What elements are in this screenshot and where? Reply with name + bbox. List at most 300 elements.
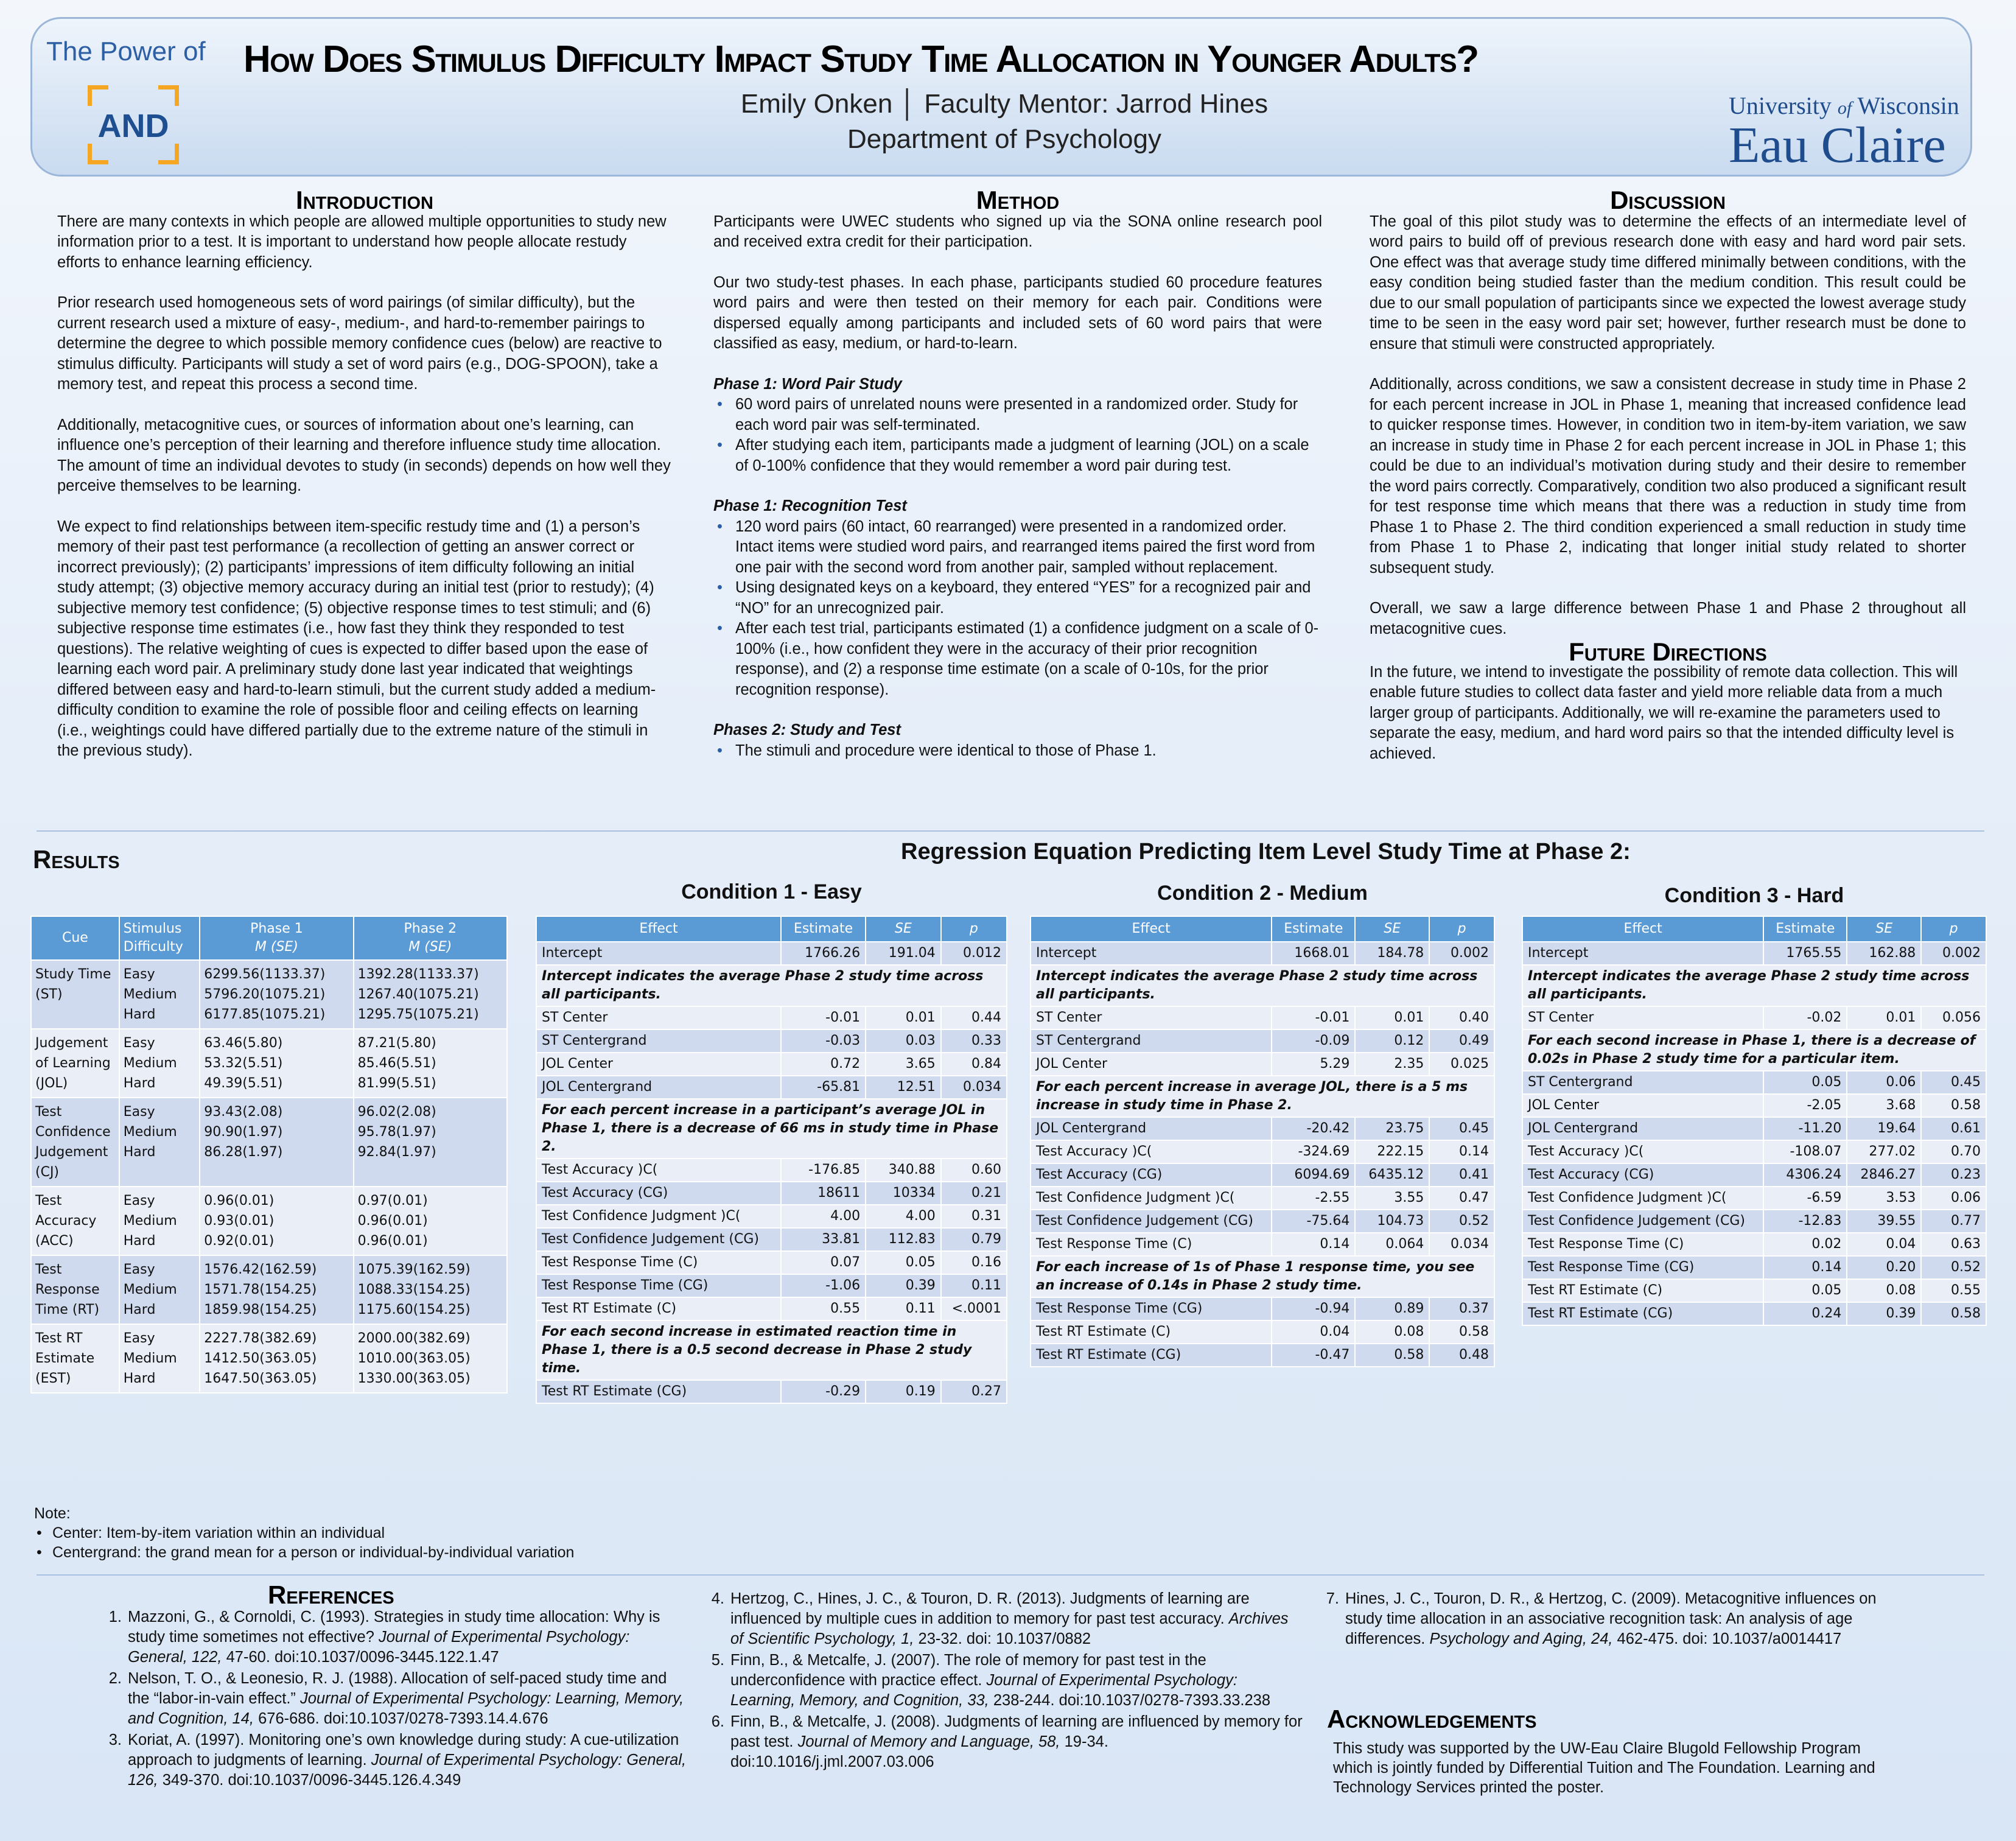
references-heading: References	[268, 1580, 394, 1609]
discussion-heading: Discussion	[1610, 186, 1726, 214]
reference-journal: Journal of Memory and Language, 58,	[797, 1733, 1060, 1750]
table-cell: Test RT Estimate (C)	[1522, 1279, 1763, 1302]
table-cell: 4.00	[866, 1205, 941, 1228]
table-header: Effect	[1522, 916, 1763, 942]
table-row	[1031, 1140, 1494, 1163]
table-row	[536, 1182, 1007, 1205]
table-row	[536, 1205, 1007, 1228]
table-cell: 0.11	[941, 1274, 1007, 1297]
table-cell: 0.58	[1921, 1094, 1986, 1117]
condition2-title: Condition 2 - Medium	[1157, 882, 1368, 905]
table-row	[31, 1029, 507, 1098]
table-note-row	[1031, 965, 1494, 1006]
table-cell: Test Accuracy (CG)	[536, 1182, 781, 1205]
acknowledgements-text: This study was supported by the UW-Eau Claire Blugold Fellowship Program which is jointly funded by Differential Tuition and The Foundation. Learning and Technology Services printed the poster.	[1333, 1740, 1875, 1796]
table-header: Estimate	[1763, 916, 1847, 942]
table-cell: 19.64	[1847, 1117, 1921, 1140]
reference-item	[91, 1669, 688, 1729]
regression-note: For each percent increase in average JOL, there is a 5 ms increase in study time in Phase 2.	[1031, 1076, 1494, 1117]
table-cell: 0.16	[941, 1251, 1007, 1274]
table-cell: 0.60	[941, 1159, 1007, 1182]
list-item: • 120 word pairs (60 intact, 60 rearranged) were presented in a randomized order. Intact items were studied word pairs, and rearranged items paired the first word from one pair with the second word from another pair, sampled without replacement.	[713, 517, 1322, 578]
table-cell: Intercept	[1031, 942, 1272, 965]
reference-authors: Mazzoni, G., & Cornoldi, C. (1993). Strategies in study time allocation: Why is study time sometimes not effective?	[128, 1608, 660, 1646]
table-cell: Easy Medium Hard	[119, 1098, 200, 1187]
phase1-title: Phase 1: Word Pair Study	[713, 375, 902, 393]
table-cell: 0.58	[1921, 1302, 1986, 1325]
table-row	[1031, 1117, 1494, 1140]
method-section	[713, 186, 1322, 761]
table-cell: Judgement of Learning (JOL)	[31, 1029, 119, 1098]
table-row	[1522, 1302, 1986, 1325]
table-cell: 0.39	[866, 1274, 941, 1297]
table-row	[536, 1297, 1007, 1320]
table-cell: -0.94	[1272, 1297, 1355, 1320]
table-cell: 0.31	[941, 1205, 1007, 1228]
table-cell: -108.07	[1763, 1140, 1847, 1163]
table-cell: 0.012	[941, 942, 1007, 965]
table-row	[31, 960, 507, 1029]
table-cell: 112.83	[866, 1228, 941, 1251]
table-cell: 0.63	[1921, 1233, 1986, 1256]
table-cell: 277.02	[1847, 1140, 1921, 1163]
table-header: SE	[866, 916, 941, 942]
table-cell: ST Centergrand	[1522, 1071, 1763, 1094]
table-cell: -0.03	[781, 1029, 866, 1053]
table-cell: JOL Center	[1522, 1094, 1763, 1117]
poster-department: Department of Psychology	[847, 124, 1162, 154]
logo-left-text: The Power of	[46, 37, 206, 66]
table-header: p	[1921, 916, 1986, 942]
results-heading: Results	[33, 845, 120, 874]
table-cell: -0.02	[1763, 1006, 1847, 1029]
table-cell: 1766.26	[781, 942, 866, 965]
table-cell: 0.84	[941, 1053, 1007, 1076]
table-row	[31, 1098, 507, 1187]
note-item: • Center: Item-by-item variation within an individual	[34, 1523, 765, 1543]
reference-journal: Archives of Scientific Psychology, 1,	[730, 1610, 1289, 1647]
table-cell: 6094.69	[1272, 1163, 1355, 1187]
phase2-subheader: M (SE)	[408, 939, 452, 955]
table-cell: JOL Centergrand	[536, 1076, 781, 1099]
table-row	[1522, 1233, 1986, 1256]
reference-item	[694, 1589, 1303, 1649]
table-cell: 0.01	[1847, 1006, 1921, 1029]
list-item: • The stimuli and procedure were identical to those of Phase 1.	[713, 741, 1322, 762]
table-row	[1522, 1163, 1986, 1187]
table-cell: 93.43(2.08) 90.90(1.97) 86.28(1.97)	[200, 1098, 353, 1187]
list-item: • 60 word pairs of unrelated nouns were presented in a randomized order. Study for each word pair was self-terminated.	[713, 394, 1322, 435]
table-cell: 0.20	[1847, 1256, 1921, 1279]
table-cell: 63.46(5.80) 53.32(5.51) 49.39(5.51)	[200, 1029, 353, 1098]
table-cell: 0.05	[866, 1251, 941, 1274]
table-cell: Test Response Time (CG)	[1522, 1256, 1763, 1279]
phase1-list	[713, 394, 1322, 476]
reference-journal: Journal of Experimental Psychology: General, 122,	[128, 1629, 630, 1666]
table-cell: -0.01	[781, 1006, 866, 1029]
table-cell: 0.03	[866, 1029, 941, 1053]
table-cell: Study Time (ST)	[31, 960, 119, 1029]
table-cell: Test Accuracy (CG)	[1031, 1163, 1272, 1187]
table-cell: Easy Medium Hard	[119, 1324, 200, 1393]
table-header: p	[941, 916, 1007, 942]
table-row	[536, 1228, 1007, 1251]
table-row	[1031, 1053, 1494, 1076]
reference-journal: Journal of Experimental Psychology: Learning, Memory, and Cognition, 14,	[128, 1690, 684, 1727]
table-cell: 4306.24	[1763, 1163, 1847, 1187]
table-cell: 3.68	[1847, 1094, 1921, 1117]
descriptive-stats-table	[30, 916, 508, 1394]
regression-note: For each second increase in Phase 1, there is a decrease of 0.02s in Phase 2 study time for a particular item.	[1522, 1029, 1986, 1071]
table-cell: 1765.55	[1763, 942, 1847, 965]
table-cell: 87.21(5.80) 85.46(5.51) 81.99(5.51)	[354, 1029, 507, 1098]
table-row	[1522, 1140, 1986, 1163]
reference-item	[1309, 1589, 1917, 1649]
table-cell: 0.23	[1921, 1163, 1986, 1187]
table-cell: 0.72	[781, 1053, 866, 1076]
table-row	[536, 1274, 1007, 1297]
table-cell: 0.39	[1847, 1302, 1921, 1325]
table-row	[1031, 1029, 1494, 1053]
table-cell: 0.55	[1921, 1279, 1986, 1302]
table-cell: Test Response Time (C)	[1522, 1233, 1763, 1256]
table-cell: Test Confidence Judgement (CG)	[536, 1228, 781, 1251]
discussion-section	[1370, 186, 1966, 784]
reference-authors: Nelson, T. O., & Leonesio, R. J. (1988). Allocation of self-paced study time and the “labor-in-vain effect.”	[128, 1670, 667, 1707]
table-cell: 0.002	[1429, 942, 1494, 965]
table-cell: -65.81	[781, 1076, 866, 1099]
reference-journal: Psychology and Aging, 24,	[1429, 1630, 1613, 1647]
table-cell: 0.01	[1355, 1006, 1429, 1029]
table-note-row	[536, 1320, 1007, 1380]
table-row	[536, 1053, 1007, 1076]
table-cell: 0.89	[1355, 1297, 1429, 1320]
table-header: Effect	[1031, 916, 1272, 942]
table-cell: Test Response Time (RT)	[31, 1255, 119, 1324]
introduction-section	[57, 186, 672, 782]
table-header: SE	[1847, 916, 1921, 942]
section-divider	[37, 830, 1984, 832]
table-cell: <.0001	[941, 1297, 1007, 1320]
table-row	[1522, 1279, 1986, 1302]
phase2-title: Phases 2: Study and Test	[713, 721, 901, 738]
table-cell: Test RT Estimate (CG)	[1522, 1302, 1763, 1325]
table-row	[31, 1324, 507, 1393]
table-cell: 0.48	[1429, 1344, 1494, 1367]
table-cell: -1.06	[781, 1274, 866, 1297]
reference-item	[694, 1712, 1303, 1772]
table-cell: 1392.28(1133.37) 1267.40(1075.21) 1295.75(1075.21)	[354, 960, 507, 1029]
table-cell: -2.55	[1272, 1187, 1355, 1210]
table-cell: Easy Medium Hard	[119, 1187, 200, 1255]
table-cell: 0.064	[1355, 1233, 1429, 1256]
table-row	[1031, 1006, 1494, 1029]
table-row	[536, 1380, 1007, 1403]
method-paragraph-2: Our two study-test phases. In each phase, participants studied 60 procedure features word pairs and were then tested on their memory for each pair. Conditions were dispersed equally among participants and included sets of 60 word pairs that were classified as easy, medium, or hard-to-learn.	[713, 273, 1322, 352]
table-cell: 5.29	[1272, 1053, 1355, 1076]
table-cell: 0.01	[866, 1006, 941, 1029]
table-cell: Test RT Estimate (C)	[1031, 1320, 1272, 1344]
regression-note: For each increase of 1s of Phase 1 response time, you see an increase of 0.14s in Phase 2 study time.	[1031, 1256, 1494, 1297]
table-note-row	[1522, 1029, 1986, 1071]
table-cell: JOL Center	[536, 1053, 781, 1076]
condition3-title: Condition 3 - Hard	[1664, 884, 1844, 907]
regression-note: For each percent increase in a participant’s average JOL in Phase 1, there is a decrease of 66 ms in study time in Phase 2.	[536, 1099, 1007, 1159]
table-cell: 184.78	[1355, 942, 1429, 965]
regression-note: For each second increase in estimated reaction time in Phase 1, there is a 0.5 second decrease in Phase 2 study time.	[536, 1320, 1007, 1380]
table-cell: Test Response Time (CG)	[1031, 1297, 1272, 1320]
reference-authors: Finn, B., & Metcalfe, J. (2008). Judgments of learning are influenced by memory for past test.	[730, 1713, 1303, 1750]
reference-pages: 47-60. doi:10.1037/0096-3445.122.1.47	[222, 1649, 499, 1666]
poster-title: How Does Stimulus Difficulty Impact Study Time Allocation in Younger Adults?	[243, 38, 1479, 80]
table-cell: 0.05	[1763, 1279, 1847, 1302]
table-cell: 1075.39(162.59) 1088.33(154.25) 1175.60(154.25)	[354, 1255, 507, 1324]
table-cell: 0.002	[1921, 942, 1986, 965]
table-row	[1522, 1210, 1986, 1233]
table-cell: 191.04	[866, 942, 941, 965]
table-cell: 0.056	[1921, 1006, 1986, 1029]
table-row	[1522, 942, 1986, 965]
list-item: • After each test trial, participants estimated (1) a confidence judgment on a scale of 0-100% (i.e., how confident they were in the accuracy of their prior recognition response), and (2) a response time estimate (on a scale of 0-10s, for the prior recognition response).	[713, 619, 1322, 700]
reference-item	[91, 1607, 688, 1667]
table-header: SE	[1355, 916, 1429, 942]
table-row	[536, 1159, 1007, 1182]
table-cell: 39.55	[1847, 1210, 1921, 1233]
reference-number: 3.	[108, 1731, 122, 1748]
table-cell: -2.05	[1763, 1094, 1847, 1117]
table-cell: 0.02	[1763, 1233, 1847, 1256]
table-cell: 0.06	[1847, 1071, 1921, 1094]
table-cell: JOL Centergrand	[1031, 1117, 1272, 1140]
reference-pages: 23-32. doi: 10.1037/0882	[914, 1630, 1091, 1647]
table-notes	[34, 1504, 765, 1562]
table-cell: 0.45	[1921, 1071, 1986, 1094]
intro-paragraph-3: Additionally, metacognitive cues, or sources of information about one’s learning, can influence one’s perception of their learning and therefore influence study time allocation. The amount of time an individual devotes to study (in seconds) depends on how well they perceive themselves to be learning.	[57, 416, 671, 494]
note-item: • Centergrand: the grand mean for a person or individual-by-individual variation	[34, 1543, 765, 1562]
table-cell: Test Confidence Judgement (CG)	[1522, 1210, 1763, 1233]
reference-number: 2.	[108, 1670, 122, 1687]
table-row	[1031, 1344, 1494, 1367]
intro-paragraph-2: Prior research used homogeneous sets of word pairings (of similar difficulty), but the current research used a mixture of easy-, medium-, and hard-to-remember pairings to determine the degree to which possible memory confidence cues (below) are reactive to stimulus difficulty. Participants will study a set of word pairs (e.g., DOG-SPOON), take a memory test, and repeat this process a second time.	[57, 294, 662, 393]
regression-table-easy	[536, 916, 1007, 1404]
table-cell: Test Accuracy )C(	[536, 1159, 781, 1182]
table-note-row	[536, 1099, 1007, 1159]
table-cell: 2000.00(382.69) 1010.00(363.05) 1330.00(363.05)	[354, 1324, 507, 1393]
reference-journal: Journal of Experimental Psychology: General, 126,	[128, 1752, 687, 1789]
introduction-heading: Introduction	[296, 186, 433, 214]
table-cell: 1668.01	[1272, 942, 1355, 965]
table-cell: -0.01	[1272, 1006, 1355, 1029]
uwec-logo-text-of: of	[1837, 98, 1852, 118]
reference-item	[694, 1650, 1303, 1711]
table-note-row	[1031, 1076, 1494, 1117]
table-cell: Easy Medium Hard	[119, 1255, 200, 1324]
reference-pages: 462-475. doi: 10.1037/a0014417	[1612, 1630, 1842, 1647]
table-cell: 33.81	[781, 1228, 866, 1251]
note-title: Note:	[34, 1505, 71, 1522]
table-cell: Easy Medium Hard	[119, 1029, 200, 1098]
reference-pages: 238-244. doi:10.1037/0278-7393.33.238	[989, 1692, 1271, 1709]
regression-table-medium	[1030, 916, 1495, 1367]
table-row	[1522, 1071, 1986, 1094]
table-header: Estimate	[1272, 916, 1355, 942]
table-cell: -20.42	[1272, 1117, 1355, 1140]
table-header: Stimulus Difficulty	[119, 916, 200, 960]
list-item: • Using designated keys on a keyboard, they entered “YES” for a recognized pair and “NO” for an unrecognized pair.	[713, 578, 1322, 619]
reference-number: 6.	[711, 1713, 724, 1730]
reference-number: 7.	[1326, 1590, 1339, 1607]
table-cell: 12.51	[866, 1076, 941, 1099]
table-cell: 0.52	[1429, 1210, 1494, 1233]
table-cell: -6.59	[1763, 1187, 1847, 1210]
table-cell: ST Center	[1031, 1006, 1272, 1029]
table-row	[536, 1029, 1007, 1053]
table-row	[1522, 1006, 1986, 1029]
list-item: • After studying each item, participants made a judgment of learning (JOL) on a scale of 0-100% confidence that they would remember a word pair during test.	[713, 435, 1322, 476]
table-cell: Intercept	[1522, 942, 1763, 965]
reference-authors: Hertzog, C., Hines, J. C., & Touron, D. R. (2013). Judgments of learning are influenced by multiple cues in addition to memory for past test accuracy.	[730, 1590, 1250, 1627]
regression-title: Regression Equation Predicting Item Level Study Time at Phase 2:	[901, 839, 1631, 864]
table-cell: 0.33	[941, 1029, 1007, 1053]
table-note-row	[1522, 965, 1986, 1006]
table-cell: 10334	[866, 1182, 941, 1205]
discussion-paragraph-1: The goal of this pilot study was to determine the effects of an intermediate level of word pairs to build off of previous research done with easy and hard word pair sets. One effect was that average study time differed minimally between conditions, with the easy condition being studied faster than the medium condition. This result could be due to our small population of participants since we expected the lowest average study time to be seen in the easy word pair set; however, further research must be done to ensure that stimuli were constructed appropriately.	[1370, 212, 1966, 352]
table-cell: Test RT Estimate (CG)	[536, 1380, 781, 1403]
discussion-paragraph-3: Overall, we saw a large difference between Phase 1 and Phase 2 throughout all metacognitive cues.	[1370, 600, 1966, 637]
table-cell: 0.14	[1763, 1256, 1847, 1279]
intro-paragraph-1: There are many contexts in which people are allowed multiple opportunities to study new information prior to a test. It is important to understand how people allocate restudy efforts to enhance learning efficiency.	[57, 212, 667, 271]
table-cell: 0.08	[1847, 1279, 1921, 1302]
table-cell: 0.04	[1272, 1320, 1355, 1344]
table-cell: Test Accuracy (CG)	[1522, 1163, 1763, 1187]
table-cell: 6299.56(1133.37) 5796.20(1075.21) 6177.85(1075.21)	[200, 960, 353, 1029]
table-cell: 0.07	[781, 1251, 866, 1274]
table-cell: 104.73	[1355, 1210, 1429, 1233]
table-row	[1031, 1320, 1494, 1344]
table-cell: 0.52	[1921, 1256, 1986, 1279]
intro-paragraph-4: We expect to find relationships between item-specific restudy time and (1) a person’s memory of their past test performance (a recollection of getting an answer correct or incorrect previously); (2) participants’ impressions of item difficulty following an initial study attempt; (3) objective memory accuracy during an initial test (prior to restudy); (4) subjective memory test confidence; (5) objective response times to test stimuli; and (6) subjective response time estimates (i.e., how fast they think they responded to test questions). The relative weighting of cues is expected to differ based upon the ease of learning each word pair. A preliminary study done last year indicated that weightings differed between easy and hard-to-learn stimuli, but the current study added a medium-difficulty condition to examine the role of possible floor and ceiling effects on learning (i.e., weightings could have differed partially due to the extreme nature of the stimuli in the previous study).	[57, 517, 656, 759]
discussion-paragraph-2: Additionally, across conditions, we saw a consistent decrease in study time in Phase 2 for each percent increase in JOL in Phase 1, meaning that increased confidence lead to quicker response times. However, in condition two in item-by-item variation, we saw an increase in study time in Phase 2 for each percent increase in JOL in Phase 1; this could be due to an individual’s motivation during study and their desire to remember the word pairs correctly. Comparatively, condition two also produced a significant result for test response time which means that there was a reduction in study time from Phase 1 to Phase 2. The third condition experienced a small reduction in study time from Phase 1 to Phase 2, indicating that longer initial study related to shorter subsequent study.	[1370, 376, 1966, 577]
table-cell: JOL Center	[1031, 1053, 1272, 1076]
table-cell: 18611	[781, 1182, 866, 1205]
table-header	[200, 916, 353, 960]
table-note-row	[536, 965, 1007, 1006]
table-cell: 0.79	[941, 1228, 1007, 1251]
table-cell: 0.034	[941, 1076, 1007, 1099]
table-header: p	[1429, 916, 1494, 942]
table-cell: 162.88	[1847, 942, 1921, 965]
phase1-header: Phase 1	[250, 921, 303, 936]
table-cell: 0.08	[1355, 1320, 1429, 1344]
table-cell: 0.61	[1921, 1117, 1986, 1140]
table-cell: 0.11	[866, 1297, 941, 1320]
table-cell: 0.025	[1429, 1053, 1494, 1076]
table-cell: 6435.12	[1355, 1163, 1429, 1187]
regression-note: Intercept indicates the average Phase 2 study time across all participants.	[536, 965, 1007, 1006]
phase1b-title: Phase 1: Recognition Test	[713, 497, 907, 514]
table-cell: 0.44	[941, 1006, 1007, 1029]
reference-authors: Hines, J. C., Touron, D. R., & Hertzog, C. (2009). Metacognitive influences on study time allocation in an associative recognition task: An analysis of age differences.	[1345, 1590, 1877, 1647]
table-cell: 2.35	[1355, 1053, 1429, 1076]
reference-pages: 19-34. doi:10.1016/j.jml.2007.03.006	[730, 1733, 1108, 1770]
table-cell: 0.96(0.01) 0.93(0.01) 0.92(0.01)	[200, 1187, 353, 1255]
method-paragraph-1: Participants were UWEC students who signed up via the SONA online research pool and received extra credit for their participation.	[713, 212, 1322, 250]
table-row	[31, 1255, 507, 1324]
logo-and-text: AND	[97, 108, 169, 144]
reference-authors: Koriat, A. (1997). Monitoring one’s own knowledge during study: A cue-utilization approach to judgments of learning.	[128, 1731, 679, 1769]
table-row	[536, 942, 1007, 965]
table-header	[354, 916, 507, 960]
table-cell: Test Confidence Judgement (CG)	[1031, 1210, 1272, 1233]
table-cell: 0.21	[941, 1182, 1007, 1205]
uwec-logo-text-a: University	[1729, 92, 1838, 119]
table-cell: Test RT Estimate (C)	[536, 1297, 781, 1320]
references-list-2	[694, 1589, 1303, 1773]
table-cell: -11.20	[1763, 1117, 1847, 1140]
table-cell: -75.64	[1272, 1210, 1355, 1233]
table-cell: 0.49	[1429, 1029, 1494, 1053]
table-row	[1522, 1094, 1986, 1117]
phase1b-list	[713, 517, 1322, 701]
table-cell: Test Accuracy )C(	[1522, 1140, 1763, 1163]
table-cell: 4.00	[781, 1205, 866, 1228]
table-row	[536, 1006, 1007, 1029]
table-cell: 23.75	[1355, 1117, 1429, 1140]
table-cell: -0.29	[781, 1380, 866, 1403]
reference-authors: Finn, B., & Metcalfe, J. (2007). The role of memory for past test in the underconfidence with practice effect.	[730, 1652, 1206, 1689]
reference-journal: Journal of Experimental Psychology: Learning, Memory, and Cognition, 33,	[730, 1672, 1237, 1709]
table-row	[1031, 1163, 1494, 1187]
table-cell: Easy Medium Hard	[119, 960, 200, 1029]
table-cell: 3.65	[866, 1053, 941, 1076]
table-cell: 2227.78(382.69) 1412.50(363.05) 1647.50(363.05)	[200, 1324, 353, 1393]
table-row	[536, 1076, 1007, 1099]
table-cell: 0.55	[781, 1297, 866, 1320]
table-row	[1031, 1210, 1494, 1233]
table-cell: Test Confidence Judgement (CJ)	[31, 1098, 119, 1187]
table-cell: Test RT Estimate (EST)	[31, 1324, 119, 1393]
table-cell: 0.14	[1272, 1233, 1355, 1256]
uwec-logo-text-c: Wisconsin	[1852, 92, 1959, 119]
phase2-header: Phase 2	[404, 921, 457, 936]
table-cell: -0.09	[1272, 1029, 1355, 1053]
table-cell: -176.85	[781, 1159, 866, 1182]
method-heading: Method	[976, 186, 1060, 214]
table-cell: ST Center	[1522, 1006, 1763, 1029]
table-row	[1031, 1187, 1494, 1210]
table-cell: 0.12	[1355, 1029, 1429, 1053]
table-cell: Test Response Time (CG)	[536, 1274, 781, 1297]
table-cell: ST Centergrand	[1031, 1029, 1272, 1053]
references-list-3	[1309, 1589, 1917, 1650]
table-row	[1522, 1187, 1986, 1210]
acknowledgements-heading: Acknowledgements	[1327, 1705, 1537, 1733]
future-paragraph: In the future, we intend to investigate the possibility of remote data collection. This will enable future studies to collect data faster and yield more reliable data from a much larger group of participants. Additionally, we will re-examine the parameters used to separate the easy, medium, and hard word pairs so that the intended difficulty level is achieved.	[1370, 663, 1958, 762]
table-cell: 0.24	[1763, 1302, 1847, 1325]
uwec-logo	[1729, 91, 1984, 174]
reference-number: 1.	[108, 1608, 122, 1625]
table-cell: 0.19	[866, 1380, 941, 1403]
table-cell: 0.58	[1429, 1320, 1494, 1344]
table-cell: 0.58	[1355, 1344, 1429, 1367]
table-cell: ST Centergrand	[536, 1029, 781, 1053]
table-cell: 222.15	[1355, 1140, 1429, 1163]
table-cell: 0.14	[1429, 1140, 1494, 1163]
table-cell: 0.47	[1429, 1187, 1494, 1210]
table-cell: 0.77	[1921, 1210, 1986, 1233]
table-cell: ST Center	[536, 1006, 781, 1029]
table-cell: 340.88	[866, 1159, 941, 1182]
